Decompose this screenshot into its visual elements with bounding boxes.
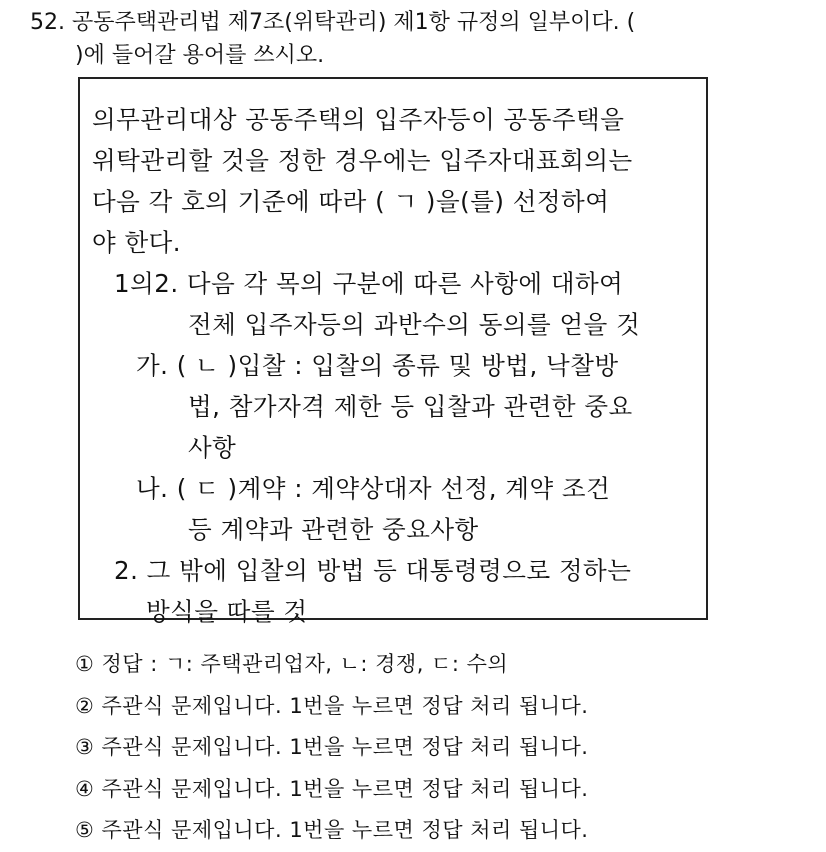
passage-line: 방식을 따를 것 bbox=[146, 597, 308, 626]
passage-line: 전체 입주자등의 과반수의 동의를 얻을 것 bbox=[188, 310, 641, 339]
answer-options bbox=[75, 644, 588, 852]
passage-box bbox=[78, 77, 708, 626]
question-text bbox=[30, 6, 635, 72]
passage-line: 사항 bbox=[188, 433, 237, 462]
question-line-1: 52. 공동주택관리법 제7조(위탁관리) 제1항 규정의 일부이다. ( bbox=[30, 10, 636, 35]
passage-line: 나. ( ㄷ )계약 : 계약상대자 선정, 계약 조건 bbox=[136, 474, 611, 503]
passage-line: 등 계약과 관련한 중요사항 bbox=[188, 515, 479, 544]
passage-line: 의무관리대상 공동주택의 입주자등이 공동주택을 bbox=[92, 105, 625, 134]
passage-line: 법, 참가자격 제한 등 입찰과 관련한 중요 bbox=[188, 392, 633, 421]
option-1[interactable]: ① 정답 : ㄱ: 주택관리업자, ㄴ: 경쟁, ㄷ: 수의 bbox=[75, 652, 509, 676]
option-2[interactable]: ② 주관식 문제입니다. 1번을 누르면 정답 처리 됩니다. bbox=[75, 693, 589, 718]
question-line-2: )에 들어갈 용어를 쓰시오. bbox=[75, 43, 325, 68]
option-4[interactable]: ④ 주관식 문제입니다. 1번을 누르면 정답 처리 됩니다. bbox=[75, 776, 589, 801]
passage-line: 2. 그 밖에 입찰의 방법 등 대통령령으로 정하는 bbox=[114, 556, 632, 585]
passage-line: 1의2. 다음 각 목의 구분에 따른 사항에 대하여 bbox=[114, 269, 624, 298]
option-3[interactable]: ③ 주관식 문제입니다. 1번을 누르면 정답 처리 됩니다. bbox=[75, 735, 589, 759]
passage-line: 위탁관리할 것을 정한 경우에는 입주자대표회의는 bbox=[92, 146, 633, 175]
passage-line: 야 한다. bbox=[92, 228, 182, 257]
option-5[interactable]: ⑤ 주관식 문제입니다. 1번을 누르면 정답 처리 됩니다. bbox=[75, 818, 589, 842]
passage-line: 가. ( ㄴ )입찰 : 입찰의 종류 및 방법, 낙찰방 bbox=[136, 351, 619, 380]
passage-line: 다음 각 호의 기준에 따라 ( ㄱ )을(를) 선정하여 bbox=[92, 187, 610, 216]
